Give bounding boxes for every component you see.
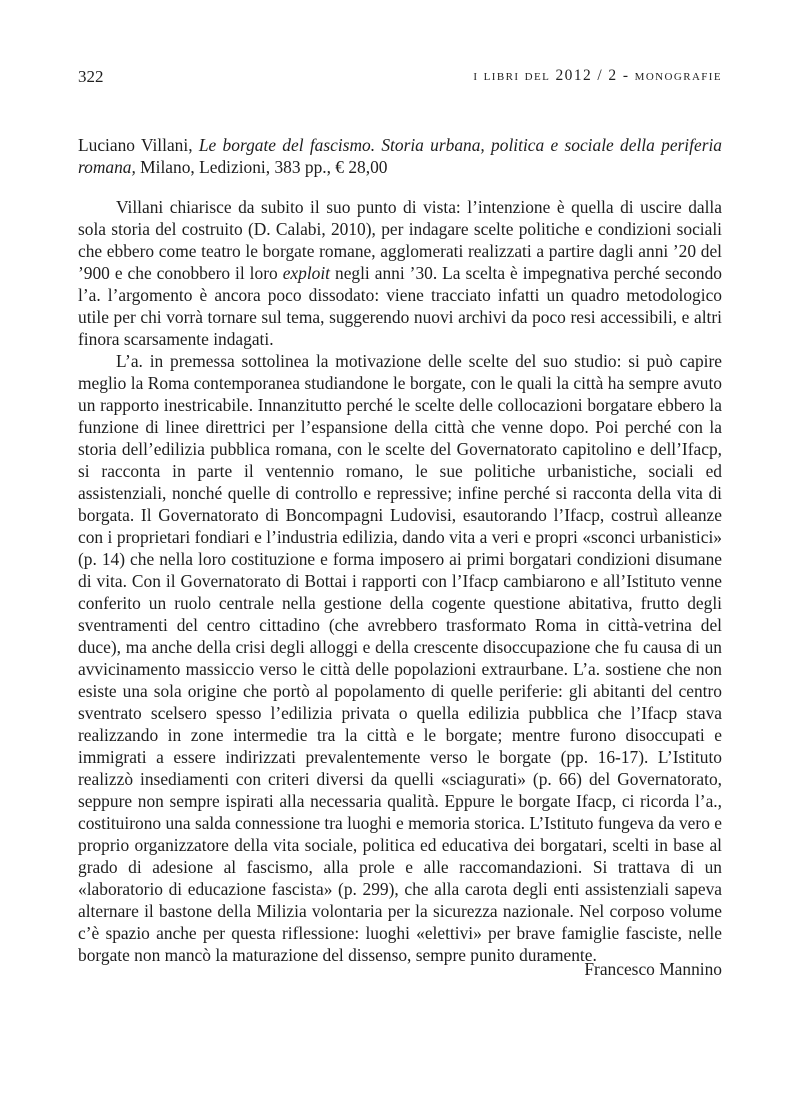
paragraph-1-italic-term: exploit [282,263,331,283]
book-title: Le borgate del fascismo. Storia urbana, politica e sociale della periferia romana, [78,135,722,177]
reviewer-signature: Francesco Mannino [584,959,722,979]
running-head [78,67,722,89]
book-publication-details: Milano, Ledizioni, 383 pp., € 28,00 [140,157,388,177]
review-bibliographic-entry: Luciano Villani, Le borgate del fascismo. Storia urbana, politica e sociale della periferia romana, Milano, Ledizioni, 383 pp., € 28,00 [78,135,722,177]
review-paragraph-2: L’a. in premessa sottolinea la motivazione delle scelte del suo studio: si può capire meglio la Roma contemporanea studiandone le borgate, con le quali la città ha sempre avuto un rapporto inestricabile. Innanzitutto perché le scelte delle collocazioni borgatare ebbero la funzione di linee direttrici per l’espansione della città che venne dopo. Poi perché con la storia dell’edilizia pubblica romana, con le scelte del Governatorato capitolino e dell’Ifacp, si racconta in parte il ventennio romano, le sue politiche urbanistiche, sociali ed assistenziali, nonché quelle di controllo e repressive; infine perché si racconta della vita di borgata. Il Governatorato di Boncompagni Ludovisi, esautorando l’Ifacp, costruì alleanze con i proprietari fondiari e l’industria edilizia, dando vita a veri e propri «sconci urbanistici» (p. 14) che nella loro costituzione e forma imposero ai primi borgatari condizioni disumane di vita. Con il Governatorato di Bottai i rapporti con l’Ifacp cambiarono e all’Istituto venne conferito un ruolo centrale nella gestione della cogente questione abitativa, frutto degli sventramenti del centro cittadino (che avrebbero trasformato Roma in città-vetrina del duce), ma anche della crisi degli alloggi e della crescente disoccupazione che fu causa di un avvicinamento massiccio verso le città delle popolazioni extraurbane. L’a. sostiene che non esiste una sola origine che portò al popolamento di quelle periferie: gli abitanti del centro sventrato scelsero spesso l’edilizia privata o quella edilizia pubblica che l’Ifacp stava realizzando in zone intermedie tra la città e le borgate; mentre furono disoccupati e immigrati a essere indirizzati prevalentemente verso le borgate (pp. 16-17). L’Istituto realizzò insediamenti con criteri diversi da quelli «sciagurati» (p. 66) del Governatorato, seppure non sempre ispirati alla necessaria qualità. Eppure le borgate Ifacp, ci ricorda l’a., costituirono una salda connessione tra luoghi e memoria storica. L’Istituto fungeva da vero e proprio organizzatore della vita sociale, politica ed educativa dei borgatari, scelti in base al grado di adesione al fascismo, alla prole e alle raccomandazioni. Si trattava di un «laboratorio di educazione fascista» (p. 299), che alla carota degli enti assistenziali sapeva alternare il bastone della Milizia volontaria per la sicurezza nazionale. Nel corposo volume c’è spazio anche per questa riflessione: luoghi «elettivi» per brave famiglie fasciste, nelle borgate non mancò la maturazione del dissenso, sempre punito duramente. [78,351,722,965]
paragraph-1-text-b: negli anni ’30. La scelta è impegnativa perché secondo l’a. l’argomento è ancora poco dissodato: viene tracciato infatti un quadro metodologico utile per chi vorrà tornare sul tema, suggerendo nuovi archivi da poco resi accessibili, e altri finora scarsamente indagati. [78,263,722,349]
review-paragraph-1 [78,196,722,350]
page-number: 322 [78,67,104,86]
review-body [78,196,722,966]
journal-title: i libri del 2012 / 2 - monografie [473,67,722,84]
paragraph-1-text-a: Villani chiarisce da subito il suo punto di vista: l’intenzione è quella di uscire dalla sola storia del costruito (D. Calabi, 2010), per indagare scelte politiche e condizioni sociali che ebbero come teatro le borgate romane, agglomerati realizzati a partire dagli anni ’20 del ’900 e che conobbero il loro [78,197,722,283]
book-author: Luciano Villani [78,135,189,155]
